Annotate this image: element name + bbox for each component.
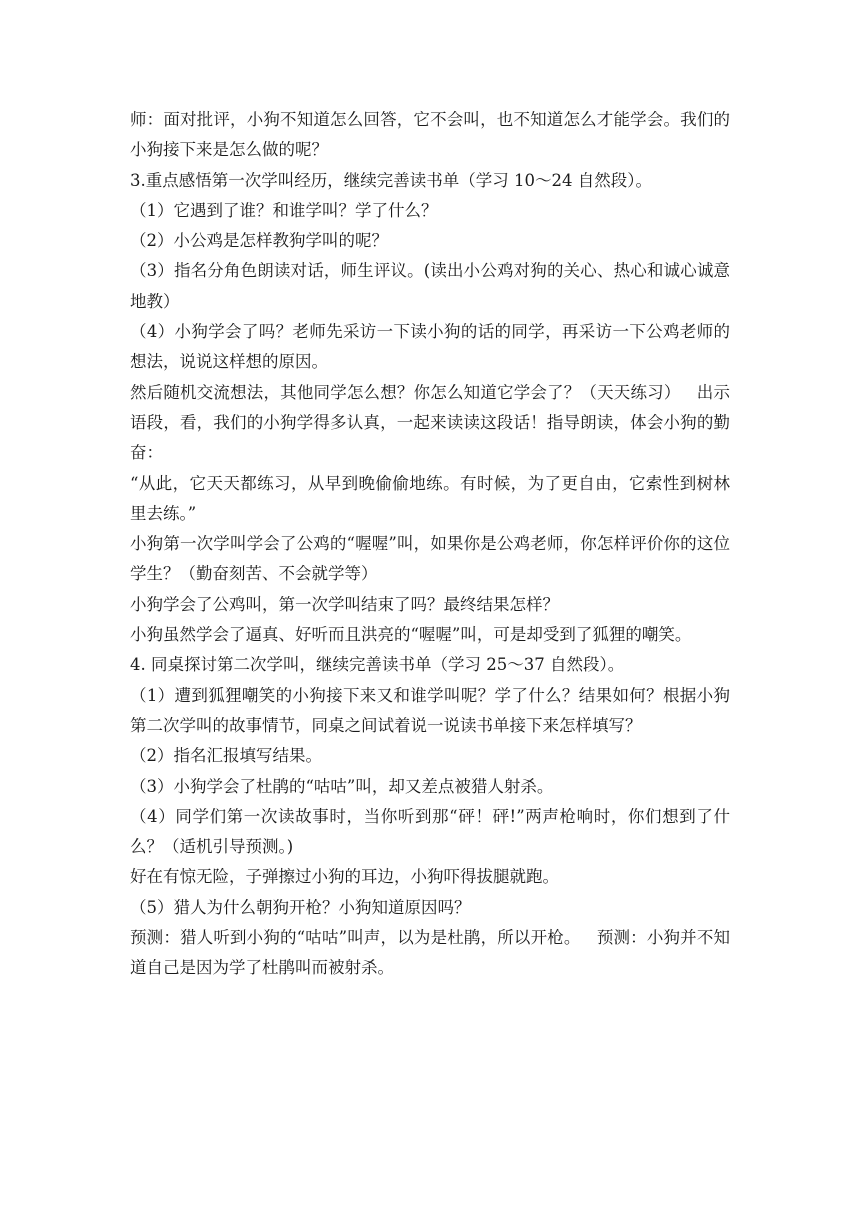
list-item: （5）猎人为什么朝狗开枪？小狗知道原因吗？ xyxy=(130,897,471,917)
list-item: （4）同学们第一次读故事时，当你听到那“砰！砰!”两声枪响时，你们想到了什么？（适机引导预测。) xyxy=(130,806,730,857)
list-item: （1）遭到狐狸嘲笑的小狗接下来又和谁学叫呢？学了什么？结果如何？根据小狗第二次学叫的故事情节，同桌之间试着说一说读书单接下来怎样填写？ xyxy=(130,685,730,735)
list-item: （3）小狗学会了杜鹃的“咕咕”叫，却又差点被猎人射杀。 xyxy=(130,776,554,796)
paragraph: 师：面对批评，小狗不知道怎么回答，它不会叫，也不知道怎么才能学会。我们的小狗接下来是怎么做的呢？ xyxy=(130,110,730,160)
list-item: （3）指名分角色朗读对话，师生评议。(读出小公鸡对狗的关心、热心和诚心诚意地教） xyxy=(130,261,730,311)
list-item: （4）小狗学会了吗？老师先采访一下读小狗的话的同学，再采访一下公鸡老师的想法，说说这样想的原因。 xyxy=(130,322,730,372)
section-heading: 3.重点感悟第一次学叫经历，继续完善读书单（学习 10～24 自然段）。 xyxy=(130,170,652,190)
quote-paragraph: “从此，它天天都练习，从早到晚偷偷地练。有时候，为了更自由，它索性到树林里去练。” xyxy=(130,473,730,523)
list-item: （2）小公鸡是怎样教狗学叫的呢？ xyxy=(130,231,388,251)
document-page xyxy=(130,105,730,984)
paragraph: 然后随机交流想法，其他同学怎么想？你怎么知道它学会了？（天天练习） 出示语段，看，我们的小狗学得多认真，一起来读读这段话！指导朗读，体会小狗的勤奋： xyxy=(130,382,730,463)
paragraph: 小狗虽然学会了逼真、好听而且洪亮的“喔喔”叫，可是却受到了狐狸的嘲笑。 xyxy=(130,625,692,645)
section-heading: 4. 同桌探讨第二次学叫，继续完善读书单（学习 25～37 自然段）。 xyxy=(130,655,625,675)
list-item: （1）它遇到了谁？和谁学叫？学了什么？ xyxy=(130,200,438,220)
list-item: （2）指名汇报填写结果。 xyxy=(130,746,322,766)
paragraph: 预测：猎人听到小狗的“咕咕”叫声，以为是杜鹃，所以开枪。 预测：小狗并不知道自己是因为学了杜鹃叫而被射杀。 xyxy=(130,928,730,978)
paragraph: 小狗学会了公鸡叫，第一次学叫结束了吗？最终结果怎样？ xyxy=(130,594,559,614)
paragraph: 小狗第一次学叫学会了公鸡的“喔喔”叫，如果你是公鸡老师，你怎样评价你的这位学生？（勤奋刻苦、不会就学等） xyxy=(130,534,730,584)
paragraph: 好在有惊无险，子弹擦过小狗的耳边，小狗吓得拔腿就跑。 xyxy=(130,867,559,887)
